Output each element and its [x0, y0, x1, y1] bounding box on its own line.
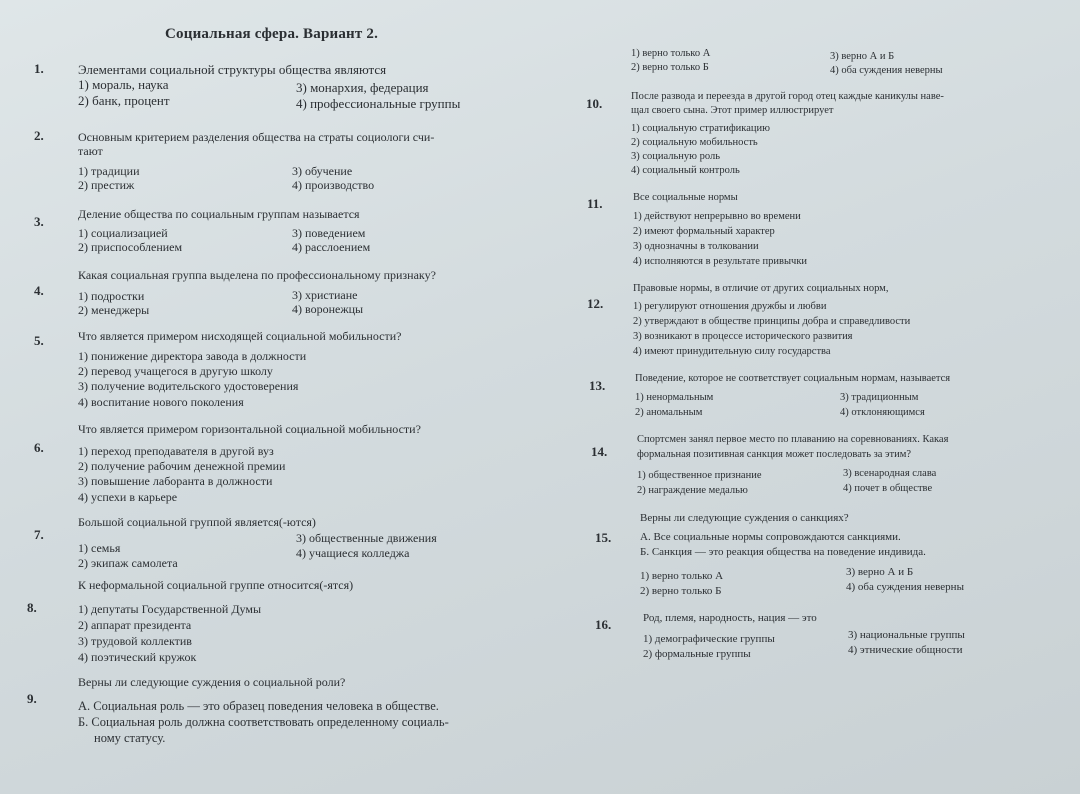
option-2: 2) престиж [78, 178, 135, 192]
question-text: Спортсмен занял первое место по плаванию на соревнованиях. Какая [637, 434, 949, 445]
question-text: Все социальные нормы [633, 192, 738, 203]
option-2: 2) утверждают в обществе принципы добра и справедливости [633, 316, 911, 327]
option-4: 4) почет в обществе [843, 483, 933, 494]
question-number: 5. [34, 333, 44, 348]
question-number: 8. [27, 600, 37, 615]
option-3: 3) всенародная слава [843, 468, 937, 479]
question-text: После развода и переезда в другой город отец каждые каникулы наве- [631, 91, 944, 102]
question-number: 10. [586, 96, 603, 111]
option-3: 3) христиане [292, 288, 358, 302]
question-text: Большой социальной группой является(-ются) [78, 515, 316, 529]
option-4: 4) расслоением [292, 240, 371, 254]
option-2: 2) банк, процент [78, 93, 170, 108]
option-2: 2) получение рабочим денежной премии [78, 459, 286, 473]
question-text: Верны ли следующие суждения о санкциях? [640, 512, 849, 524]
question-text-cont: формальная позитивная санкция может последовать за этим? [637, 449, 912, 460]
option-4: 4) оба суждения неверны [830, 65, 943, 76]
option-1: 1) переход преподавателя в другой вуз [78, 444, 274, 458]
option-4: 4) отклоняющимся [840, 407, 925, 418]
question-text: Какая социальная группа выделена по профессиональному признаку? [78, 268, 436, 282]
option-1: 1) подростки [78, 289, 145, 303]
option-3: 3) верно А и Б [830, 51, 895, 62]
option-4: 4) воспитание нового поколения [78, 395, 244, 409]
page-title: Социальная сфера. Вариант 2. [165, 26, 379, 42]
option-4: 4) учащиеся колледжа [296, 546, 410, 560]
question-number: 12. [587, 296, 604, 311]
option-4: 4) воронежцы [292, 302, 364, 316]
option-4: 4) этнические общности [848, 644, 963, 656]
option-1: 1) депутаты Государственной Думы [78, 602, 262, 616]
option-2: 2) аномальным [635, 407, 703, 418]
option-2: 2) социальную мобильность [631, 137, 758, 148]
question-number: 1. [34, 61, 44, 76]
option-1: 1) понижение директора завода в должности [78, 349, 307, 363]
option-1: 1) ненормальным [635, 392, 714, 403]
question-text: Деление общества по социальным группам называется [78, 207, 360, 221]
question-number: 7. [34, 527, 44, 542]
option-1: 1) демографические группы [643, 633, 775, 645]
option-3: 3) получение водительского удостоверения [78, 379, 299, 393]
question-number: 13. [589, 378, 606, 393]
option-4: 4) поэтический кружок [78, 650, 197, 664]
option-3: 3) возникают в процессе исторического развития [633, 331, 853, 342]
option-3: 3) общественные движения [296, 531, 437, 545]
question-text: Что является примером нисходящей социальной мобильности? [78, 329, 402, 343]
question-number: 3. [34, 214, 44, 229]
option-3: 3) национальные группы [848, 629, 965, 641]
option-4: 4) социальный контроль [631, 165, 740, 176]
question-text: Основным критерием разделения общества на страты социологи счи- [78, 130, 435, 144]
option-1: 1) семья [78, 541, 121, 555]
question-number: 2. [34, 128, 44, 143]
option-1: 1) действуют непрерывно во времени [633, 211, 801, 222]
question-text-cont: щал своего сына. Этот пример иллюстрирует [631, 105, 834, 116]
option-2: 2) верно только Б [640, 585, 722, 597]
option-3: 3) традиционным [840, 392, 919, 403]
option-4: 4) успехи в карьере [78, 490, 178, 504]
option-2: 2) верно только Б [631, 62, 709, 73]
option-1: 1) традиции [78, 164, 140, 178]
option-2: 2) менеджеры [78, 303, 150, 317]
option-3: 3) повышение лаборанта в должности [78, 474, 273, 488]
option-3: 3) однозначны в толковании [633, 241, 759, 252]
option-3: 3) социальную роль [631, 151, 721, 162]
question-text: Правовые нормы, в отличие от других социальных норм, [633, 283, 889, 294]
option-2: 2) имеют формальный характер [633, 226, 775, 237]
question-number: 9. [27, 691, 37, 706]
option-3: 3) обучение [292, 164, 353, 178]
option-1: 1) общественное признание [637, 470, 762, 481]
question-number: 15. [595, 530, 612, 545]
option-4: 4) оба суждения неверны [846, 581, 964, 593]
option-1: 1) социализацией [78, 226, 168, 240]
option-1: 1) социальную стратификацию [631, 123, 770, 134]
question-text: Верны ли следующие суждения о социальной роли? [78, 675, 346, 689]
option-2: 2) формальные группы [643, 648, 751, 660]
question-text: Элементами социальной структуры общества являются [78, 62, 387, 77]
option-2: 2) перевод учащегося в другую школу [78, 364, 273, 378]
question-text: Род, племя, народность, нация — это [643, 612, 817, 624]
question-text: Что является примером горизонтальной социальной мобильности? [78, 422, 421, 436]
question-number: 16. [595, 617, 612, 632]
option-3: 3) монархия, федерация [296, 80, 429, 95]
option-1: 1) верно только А [640, 570, 724, 582]
option-3: 3) верно А и Б [846, 566, 914, 578]
option-2: 2) аппарат президента [78, 618, 192, 632]
question-number: 6. [34, 440, 44, 455]
statement-a: А. Социальная роль — это образец поведения человека в обществе. [78, 699, 439, 713]
question-number: 11. [587, 196, 603, 211]
question-text: Поведение, которое не соответствует социальным нормам, называется [635, 373, 951, 384]
statement-b: Б. Социальная роль должна соответствовать определенному социаль- [78, 715, 449, 729]
option-2: 2) экипаж самолета [78, 556, 178, 570]
option-4: 4) производство [292, 178, 375, 192]
statement-a: А. Все социальные нормы сопровождаются санкциями. [640, 531, 901, 543]
statement-b-cont: ному статусу. [94, 731, 166, 745]
option-1: 1) регулируют отношения дружбы и любви [633, 301, 827, 312]
option-1: 1) мораль, наука [78, 77, 169, 92]
question-number: 14. [591, 444, 608, 459]
option-4: 4) исполняются в результате привычки [633, 256, 808, 267]
statement-b: Б. Санкция — это реакция общества на поведение индивида. [640, 546, 926, 558]
question-text: К неформальной социальной группе относится(-ятся) [78, 578, 354, 592]
option-3: 3) поведением [292, 226, 366, 240]
question-text-cont: тают [78, 144, 103, 158]
option-4: 4) профессиональные группы [296, 96, 461, 111]
option-1: 1) верно только А [631, 48, 711, 59]
option-2: 2) награждение медалью [637, 485, 748, 496]
option-2: 2) приспособлением [78, 240, 183, 254]
option-4: 4) имеют принудительную силу государства [633, 346, 831, 357]
question-number: 4. [34, 283, 44, 298]
option-3: 3) трудовой коллектив [78, 634, 192, 648]
